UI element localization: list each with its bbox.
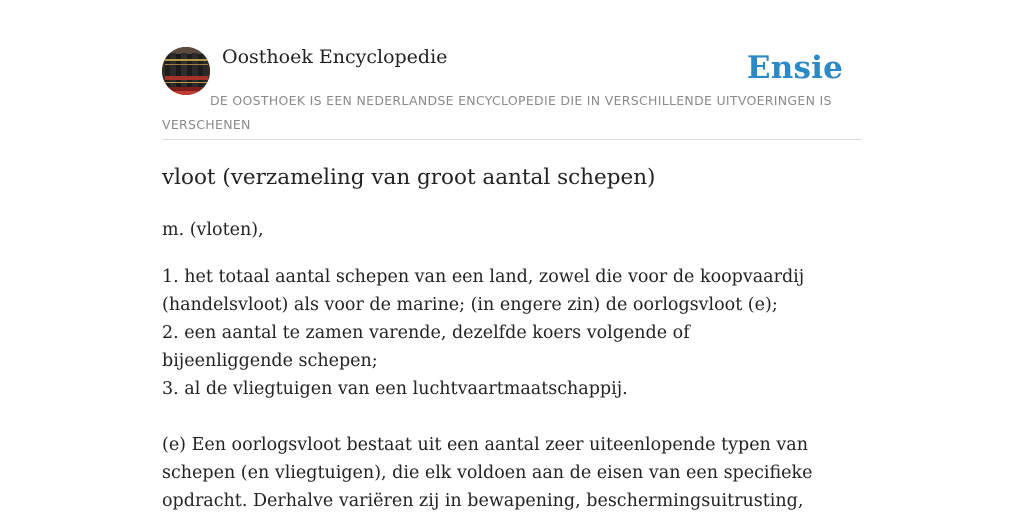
source-tagline: DE OOSTHOEK IS EEN NEDERLANDSE ENCYCLOPEDIE DIE IN VERSCHILLENDE UITVOERINGEN IS VERSCHENEN xyxy=(162,93,832,132)
source-avatar[interactable] xyxy=(162,47,210,95)
entry-definitions xyxy=(162,263,822,403)
entry-note: (e) Een oorlogsvloot bestaat uit een aantal zeer uiteenlopende typen van schepen (en vliegtuigen), die elk voldoen aan de eisen van een specifieke opdracht. Derhalve variëren zij in bewapening, beschermingsuitrusting, xyxy=(162,435,813,511)
definition-item: 3. al de vliegtuigen van een luchtvaartmaatschappij. xyxy=(162,379,628,399)
definition-item: 1. het totaal aantal schepen van een land, zowel die voor de koopvaardij (handelsvloot) als voor de marine; (in engere zin) de oorlogsvloot (e); xyxy=(162,267,805,315)
source-name[interactable]: Oosthoek Encyclopedie xyxy=(222,46,448,68)
entry-grammar: m. (vloten), xyxy=(162,220,264,240)
definition-item: 2. een aantal te zamen varende, dezelfde koers volgende of bijeenliggende schepen; xyxy=(162,323,690,371)
ensie-logo[interactable]: Ensie xyxy=(746,50,843,86)
header-divider xyxy=(162,139,862,140)
bookshelf-icon xyxy=(162,47,210,95)
entry-title: vloot (verzameling van groot aantal schepen) xyxy=(162,165,656,190)
